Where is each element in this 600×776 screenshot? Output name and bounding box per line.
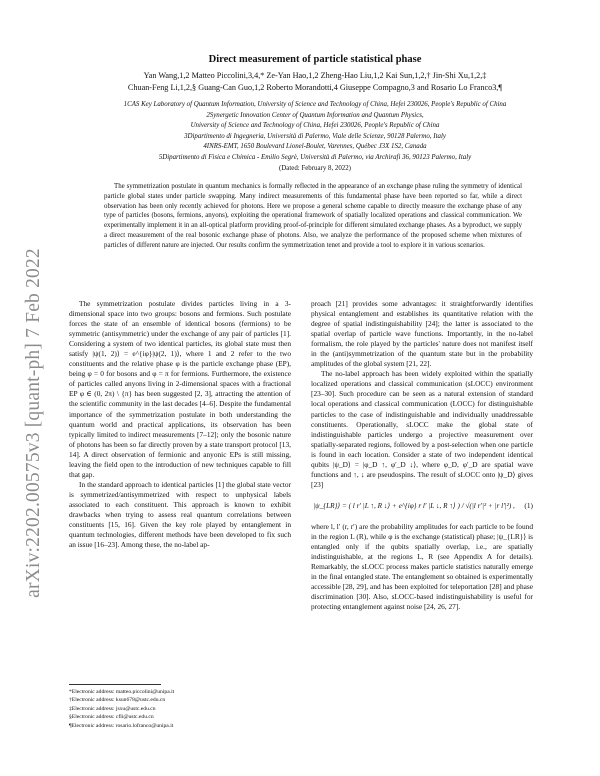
affiliation: 4INRS-EMT, 1650 Boulevard Lionel-Boulet, Varennes, Québec J3X 1S2, Canada bbox=[203, 143, 427, 151]
paper-title: Direct measurement of particle statistical phase bbox=[208, 54, 422, 65]
body-column-right bbox=[311, 299, 533, 612]
equation-number: (1) bbox=[524, 500, 533, 510]
date-line: (Dated: February 8, 2022) bbox=[279, 164, 351, 172]
body-paragraph: where l, l′ (r, r′) are the probability amplitudes for each particle to be found in the region L (R), while φ is the exchange (statistical) phase; |ψ_{LR}⟩ is entangled only if the qubits spatially overlap, i.e., are spatially indistinguishable, at the regions L, R (see Appendix A for details). Remarkably, the sLOCC process makes particle statistics naturally emerge in the final entangled state. The entanglement so obtained is experimentally accessible [28, 29], and has been exploited for teleportation [28] and phase discrimination [30]. Also, sLOCC-based indistinguishability is useful for protecting entanglement against noise [24, 26, 27]. bbox=[311, 521, 533, 612]
affiliation-list bbox=[72, 100, 558, 174]
footnote: ¶Electronic address: rosario.lofranco@unipa.it bbox=[69, 722, 174, 729]
footnote-rule bbox=[69, 684, 161, 685]
footnotes bbox=[69, 684, 291, 730]
abstract: The symmetrization postulate in quantum mechanics is formally reflected in the appearance of an exchange phase ruling the symmetry of identical particle global states under particle swapping. Many indirect measurements of this fundamental phase have been reported so far, while a direct observation has been only recently achieved for photons. Here we propose a general scheme capable to directly measure the exchange phase of any type of particles (bosons, fermions, anyons), exploiting the operational framework of spatially localized operations and classical communication. We experimentally implement it in an all-optical platform providing proof-of-principle for different simulated exchange phases. As a byproduct, we supply a direct measurement of the real bosonic exchange phase of photons. Also, we analyze the performance of the proposed scheme when mixtures of particles of different nature are injected. Our results confirm the symmetrization tenet and provide a tool to explore it in various scenarios. bbox=[104, 183, 522, 249]
affiliation: 3Dipartimento di Ingegneria, Università di Palermo, Viale delle Scienze, 90128 Palermo, Italy bbox=[184, 132, 446, 140]
author-list bbox=[82, 70, 548, 94]
arxiv-identifier bbox=[14, 218, 54, 628]
equation-body: |ψ_{LR}⟩ = ( l r′ |L ↑, R ↓⟩ + e^{iφ} r l′ |L ↓, R ↑⟩ ) / √(|l r′|² + |r l′|²) , bbox=[313, 501, 515, 510]
affiliation: 5Dipartimento di Fisica e Chimica - Emilio Segrè, Università di Palermo, via Archirafi 36, 90123 Palermo, Italy bbox=[158, 153, 472, 161]
author-line: Chuan-Feng Li,1,2,§ Guang-Can Guo,1,2 Roberto Morandotti,4 Giuseppe Compagno,3 and Rosario Lo Franco3,¶ bbox=[127, 83, 503, 92]
footnote: *Electronic address: matteo.piccolini@unipa.it bbox=[69, 689, 175, 695]
footnote: †Electronic address: ksun678@ustc.edu.cn bbox=[69, 697, 166, 704]
footnote: ‡Electronic address: jsxu@ustc.edu.cn bbox=[69, 705, 156, 712]
affiliation: 2Synergetic Innovation Center of Quantum Information and Quantum Physics, bbox=[206, 111, 424, 119]
affiliation: University of Science and Technology of China, Hefei 230026, People's Republic of China bbox=[190, 122, 440, 130]
body-paragraph: The no-label approach has been widely exploited within the spatially localized operations and classical communication (sLOCC) environment [23–30]. Such procedure can be seen as a natural extension of standard local operations and classical communication (LOCC) for distinguishable particles to the case of indistinguishable and individually unaddressable constituents. Operationally, sLOCC make the global state of indistinguishable particles undergo a projective measurement over spatially-separated regions, followed by a post-selection when one particle is found in each location. Consider a state of two independent identical qubits |ψ_D⟩ = |φ_D ↑, φ′_D ↓⟩, where φ_D, φ′_D are spatial wave functions and ↑, ↓ are pseudospins. The result of sLOCC onto |ψ_D⟩ gives [23] bbox=[311, 369, 533, 489]
body-paragraph: In the standard approach to identical particles [1] the global state vector is symmetrized/antisymmetrized with respect to unphysical labels associated to each constituent. This approach is known to exhibit drawbacks when trying to assess real quantum correlations between constituents [15, 16]. Given the key role played by entanglement in quantum technologies, different methods have been developed to fix such an issue [16–23]. Among these, the no-label ap- bbox=[69, 479, 291, 550]
body-paragraph: The symmetrization postulate divides particles living in a 3-dimensional space into two groups: bosons and fermions. Such postulate forces the state of an ensemble of identical bosons (fermions) to be symmetric (antisymmetric) under the exchange of any pair of particles [1]. Considering a system of two identical particles, its global state must then satisfy |ψ(1, 2)⟩ = e^{iφ}|ψ(2, 1)⟩, where 1 and 2 refer to the two constituents and the relative phase φ is the particle exchange phase (EP), being φ = 0 for bosons and φ = π for fermions. Furthermore, the existence of particles called anyons living in 2-dimensional spaces with a fractional EP φ ∈ (0, 2π) \ {π} has been suggested [2, 3], attracting the attention of the scientific community in the last decades [4–6]. Despite the fundamental importance of the symmetrization postulate in both understanding the quantum world and practical applications, its observation has been typically limited to indirect measurements [7–12]; only the bosonic nature of photons has been so far directly proven by a state transport protocol [13, 14]. A direct observation of fermionic and anyonic EPs is still missing, leaving the field open to the introduction of new techniques capable to fill that gap. bbox=[69, 299, 291, 479]
author-line: Yan Wang,1,2 Matteo Piccolini,3,4,* Ze-Yan Hao,1,2 Zheng-Hao Liu,1,2 Kai Sun,1,2,† Jin-Shi Xu,1,2,‡ bbox=[143, 71, 487, 80]
footnote: §Electronic address: cfli@ustc.edu.cn bbox=[69, 714, 154, 721]
body-paragraph: proach [21] provides some advantages: it straightforwardly identifies physical entanglement and establishes its quantitative relation with the degree of spatial indistinguishability [24]; the latter is associated to the spatial overlap of particle wave functions. Importantly, in the no-label formalism, the role played by the particles' nature does not manifest itself in the (anti)symmetrization of the quantum state but in the probability amplitudes of the global system [21, 22]. bbox=[311, 299, 533, 369]
arxiv-identifier-text: arXiv:2202.00575v3 [quant-ph] 7 Feb 2022 bbox=[23, 248, 44, 598]
body-column-left bbox=[69, 299, 291, 550]
equation-1 bbox=[311, 494, 533, 518]
affiliation: 1CAS Key Laboratory of Quantum Information, University of Science and Technology of China, Hefei 230026, People's Republic of China bbox=[123, 101, 507, 108]
